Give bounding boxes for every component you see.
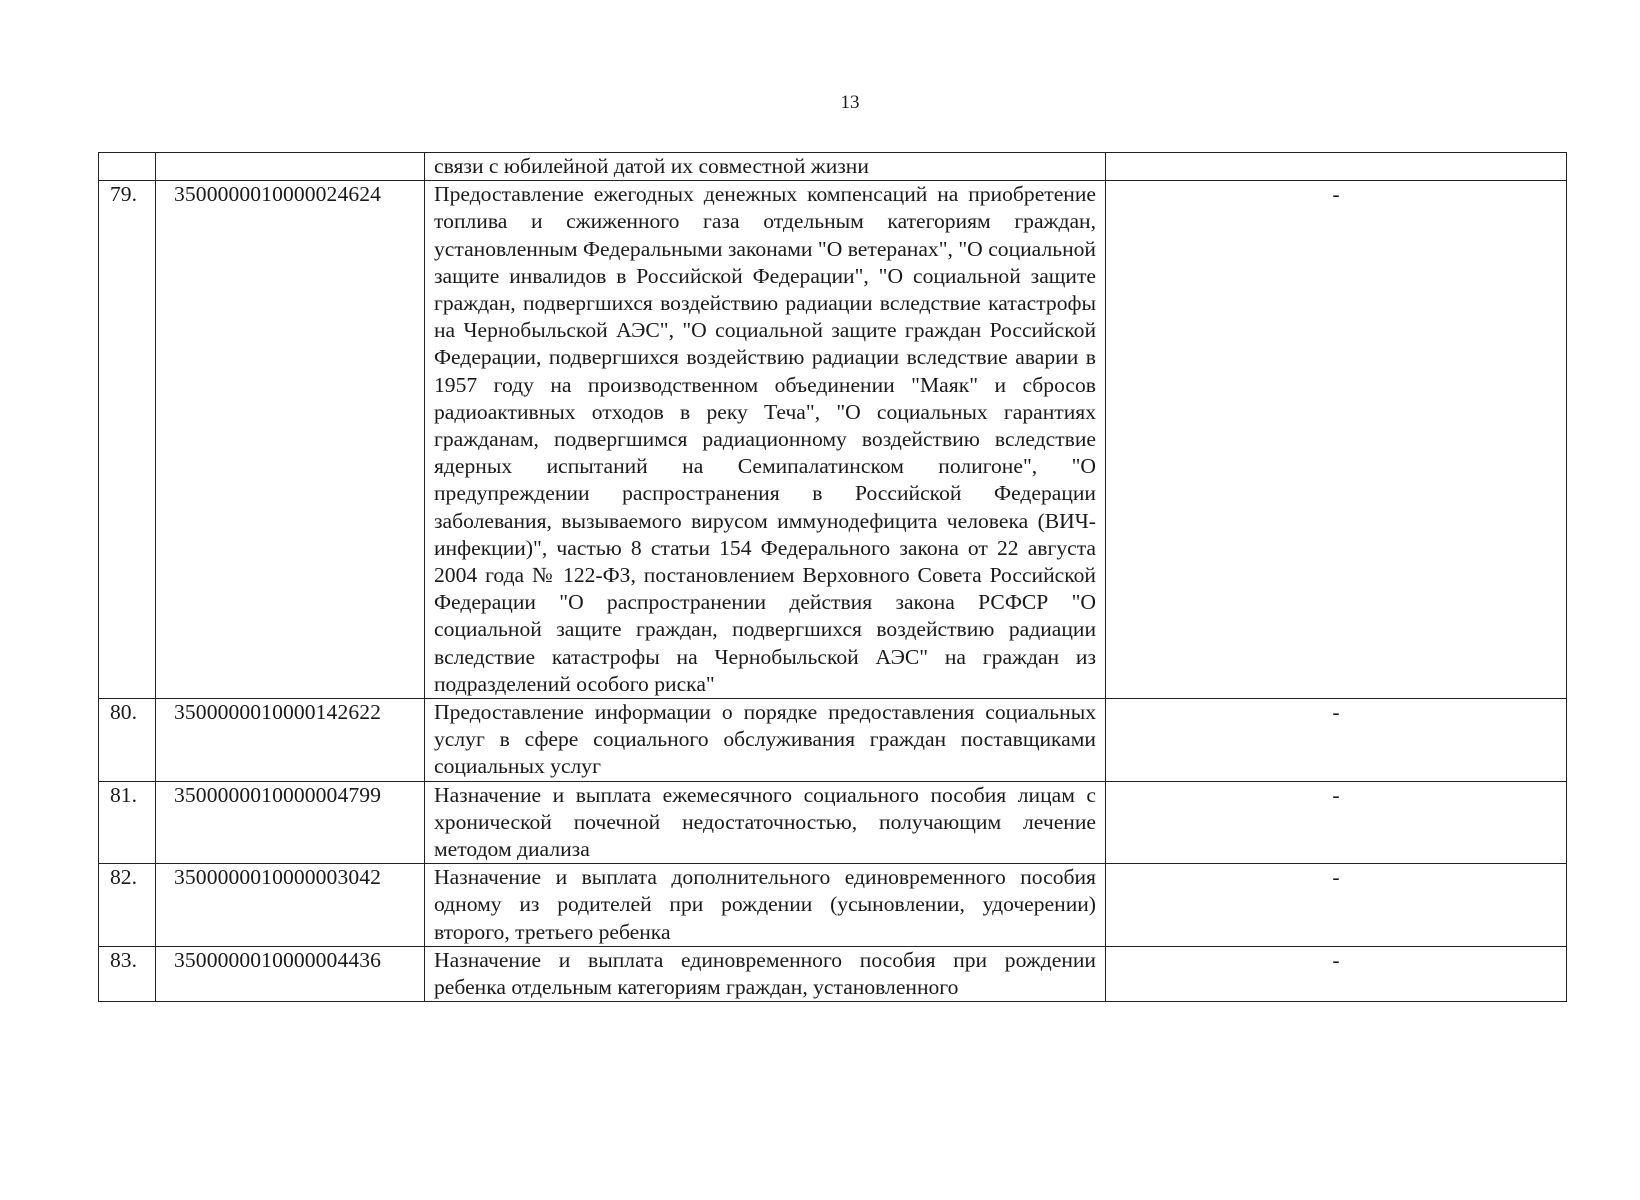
- service-name: Назначение и выплата ежемесячного социального пособия лицам с хронической почечной недостаточностью, получающим лечение методом диализа: [425, 781, 1106, 864]
- service-note: [1106, 153, 1567, 181]
- service-name: Предоставление ежегодных денежных компенсаций на приобретение топлива и сжиженного газа отдельным категориям граждан, установленным Федеральными законами "О ветеранах", "О социальной защите инвалидов в Российской Федерации", "О социальной защите граждан, подвергшихся воздействию радиации вследствие катастрофы на Чернобыльской АЭС", "О социальной защите граждан Российской Федерации, подвергшихся воздействию радиации вследствие аварии в 1957 году на производственном объединении "Маяк" и сбросов радиоактивных отходов в реку Теча", "О социальных гарантиях гражданам, подвергшимся радиационному воздействию вследствие ядерных испытаний на Семипалатинском полигоне", "О предупреждении распространения в Российской Федерации заболевания, вызываемого вирусом иммунодефицита человека (ВИЧ-инфекции)", частью 8 статьи 154 Федерального закона от 22 августа 2004 года № 122-ФЗ, постановлением Верховного Совета Российской Федерации "О распространении действия закона РСФСР "О социальной защите граждан, подвергшихся воздействию радиации вследствие катастрофы на Чернобыльской АЭС" на граждан из подразделений особого риска": [425, 181, 1106, 699]
- table-row-continuation: [99, 153, 1567, 181]
- row-number: 80.: [99, 699, 156, 782]
- row-number: 82.: [99, 864, 156, 947]
- table-row: [99, 181, 1567, 699]
- row-number: [99, 153, 156, 181]
- row-number: 83.: [99, 946, 156, 1001]
- table-row: [99, 864, 1567, 947]
- table-row: [99, 699, 1567, 782]
- service-code: 3500000010000024624: [156, 181, 425, 699]
- service-note: -: [1106, 781, 1567, 864]
- service-code: 3500000010000142622: [156, 699, 425, 782]
- service-code: 3500000010000004436: [156, 946, 425, 1001]
- service-name: Назначение и выплата дополнительного единовременного пособия одному из родителей при рождении (усыновлении, удочерении) второго, третьего ребенка: [425, 864, 1106, 947]
- row-number: 81.: [99, 781, 156, 864]
- page-number: 13: [840, 92, 860, 113]
- table-row: [99, 781, 1567, 864]
- service-note: -: [1106, 946, 1567, 1001]
- service-name: Назначение и выплата единовременного пособия при рождении ребенка отдельным категориям граждан, установленного: [425, 946, 1106, 1001]
- table-row: [99, 946, 1567, 1001]
- service-code: [156, 153, 425, 181]
- service-name: связи с юбилейной датой их совместной жизни: [425, 153, 1106, 181]
- service-code: 3500000010000004799: [156, 781, 425, 864]
- row-number: 79.: [99, 181, 156, 699]
- service-note: -: [1106, 864, 1567, 947]
- service-name: Предоставление информации о порядке предоставления социальных услуг в сфере социального обслуживания граждан поставщиками социальных услуг: [425, 699, 1106, 782]
- service-code: 3500000010000003042: [156, 864, 425, 947]
- services-table: [98, 152, 1567, 1002]
- service-note: -: [1106, 699, 1567, 782]
- service-note: -: [1106, 181, 1567, 699]
